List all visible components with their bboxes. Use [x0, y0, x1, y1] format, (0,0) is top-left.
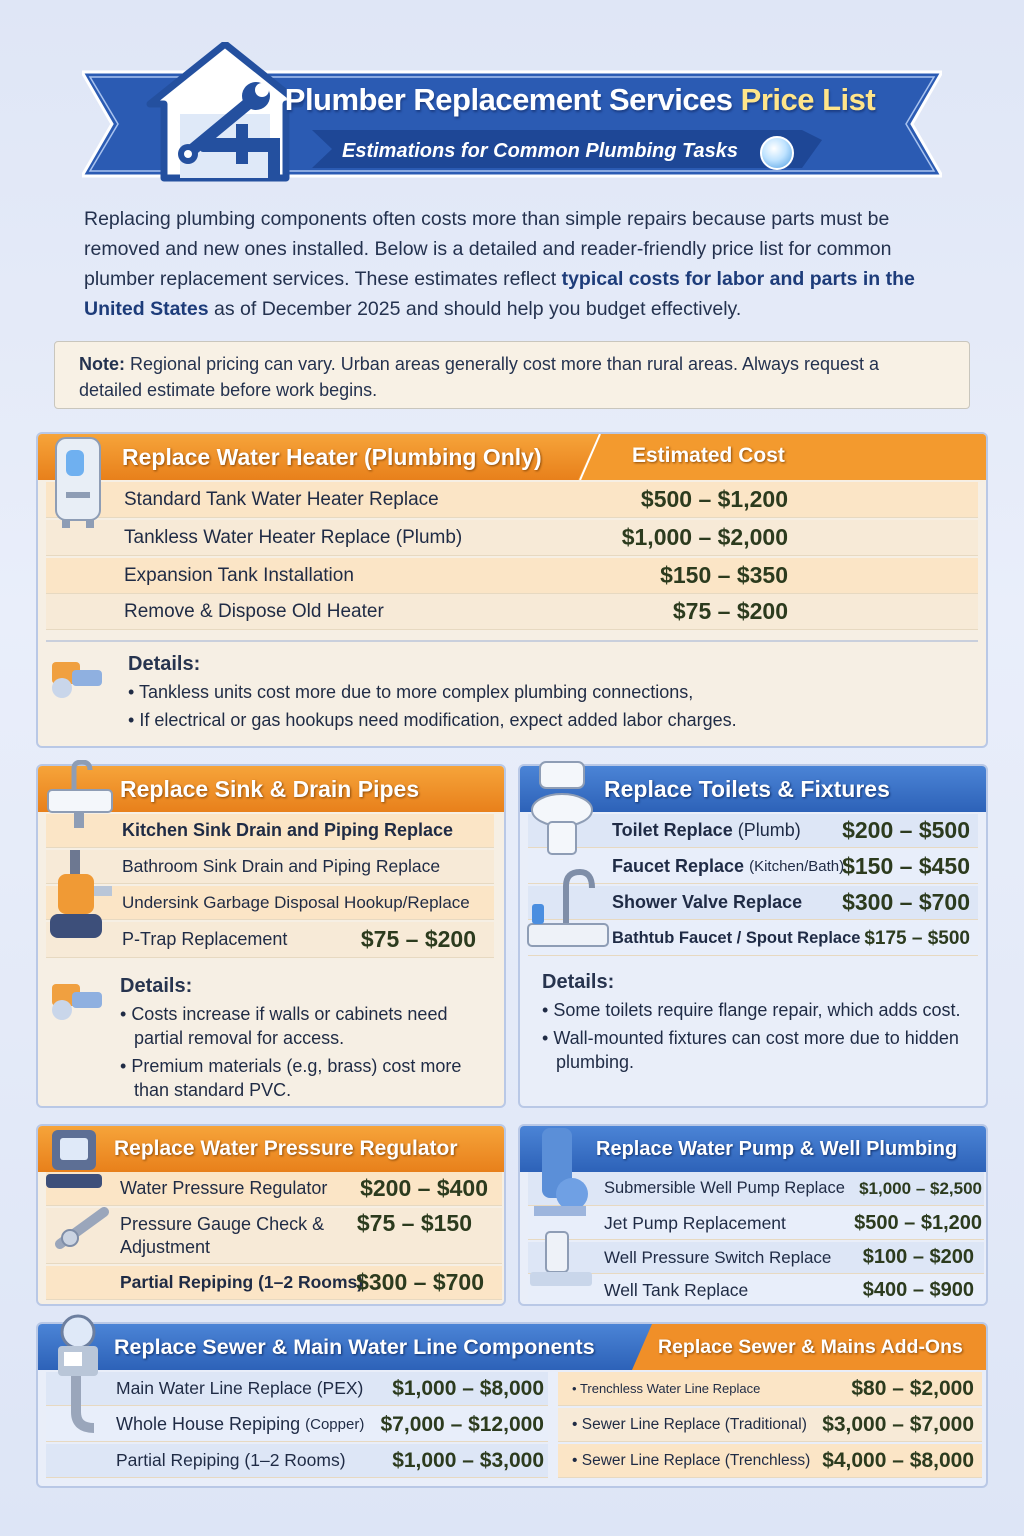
note-box: Note: Regional pricing can vary. Urban areas generally cost more than rural areas. Always request a detailed estimate before work begins. — [54, 341, 970, 409]
sewer-card — [36, 1322, 988, 1488]
table-row: Pressure Gauge Check & Adjustment $75 – $150 — [46, 1208, 502, 1264]
sink-header: Replace Sink & Drain Pipes — [38, 766, 506, 812]
water-heater-details: Details: • Tankless units cost more due to more complex plumbing connections, • If electrical or gas hookups need modification, expect added labor charges. — [128, 653, 737, 730]
table-row: Faucet Replace (Kitchen/Bath) $150 – $450 — [528, 850, 978, 884]
table-row: Remove & Dispose Old Heater $75 – $200 — [46, 594, 978, 630]
water-heater-header: Replace Water Heater (Plumbing Only) — [38, 434, 986, 480]
page-subtitle: Estimations for Common Plumbing Tasks — [342, 140, 738, 162]
table-row: Partial Repiping (1–2 Rooms) $1,000 – $3,000 — [46, 1444, 548, 1478]
table-row: Undersink Garbage Disposal Hookup/Replace — [46, 886, 494, 920]
addons-header: Replace Sewer & Mains Add-Ons — [658, 1336, 963, 1358]
table-row: P-Trap Replacement $75 – $200 — [46, 922, 494, 958]
faucet-icon — [526, 866, 610, 948]
water-heater-icon — [52, 436, 104, 528]
pressure-regulator-header: Replace Water Pressure Regulator — [38, 1126, 506, 1172]
pressure-regulator-icon — [44, 1126, 104, 1198]
sewer-header: Replace Sewer & Main Water Line Components — [38, 1324, 678, 1370]
table-row: Kitchen Sink Drain and Piping Replace — [46, 814, 494, 848]
table-row: Standard Tank Water Heater Replace $500 – $1,200 — [46, 482, 978, 518]
pipe-fittings-icon — [46, 648, 110, 704]
table-row: • Sewer Line Replace (Traditional) $3,000 – $7,000 — [558, 1408, 982, 1442]
well-pump-header: Replace Water Pump & Well Plumbing — [520, 1126, 988, 1172]
toilets-header: Replace Toilets & Fixtures — [520, 766, 988, 812]
sink-icon — [44, 760, 116, 830]
table-row: Expansion Tank Installation $150 – $350 — [46, 558, 978, 594]
water-drop-icon — [760, 136, 794, 170]
table-row: Main Water Line Replace (PEX) $1,000 – $8,000 — [46, 1372, 548, 1406]
table-row: Submersible Well Pump Replace $1,000 – $2,500 — [528, 1172, 984, 1206]
well-pump-icon — [528, 1124, 596, 1292]
table-row: Partial Repiping (1–2 Rooms) $300 – $700 — [46, 1266, 502, 1300]
water-heater-card — [36, 432, 988, 748]
main-water-line-icon — [44, 1312, 110, 1436]
table-row: Shower Valve Replace $300 – $700 — [528, 886, 978, 920]
toilet-icon — [526, 760, 598, 860]
table-row: Toilet Replace (Plumb) $200 – $500 — [528, 814, 978, 848]
pressure-gauge-icon — [54, 1206, 114, 1250]
table-row: Bathtub Faucet / Spout Replace $175 – $500 — [528, 922, 978, 956]
table-row: Well Pressure Switch Replace $100 – $200 — [528, 1242, 984, 1274]
table-row: Bathroom Sink Drain and Piping Replace — [46, 850, 494, 884]
toilets-details: Details: • Some toilets require flange repair, which adds cost. • Wall-mounted fixtures can cost more due to hidden plumbing. — [542, 971, 961, 1072]
garbage-disposal-icon — [44, 850, 114, 946]
table-row: Well Tank Replace $400 – $900 — [528, 1276, 984, 1306]
table-row: Whole House Repiping (Copper) $7,000 – $12,000 — [46, 1408, 548, 1442]
pipe-fittings-icon — [46, 970, 110, 1026]
table-row: • Sewer Line Replace (Trenchless) $4,000 – $8,000 — [558, 1444, 982, 1478]
intro-paragraph: Replacing plumbing components often costs more than simple repairs because parts must be removed and new ones installed. Below is a detailed and reader-friendly price list for common plumber replacement services. These estimates reflect typical costs for labor and parts in the United States as of December 2025 and should help you budget effectively. — [84, 208, 915, 320]
sink-details: Details: • Costs increase if walls or cabinets need partial removal for access. • Premium materials (e.g, brass) cost more than standard PVC. — [120, 975, 462, 1100]
cost-header: Estimated Cost — [632, 444, 785, 467]
table-row: Tankless Water Heater Replace (Plumb) $1,000 – $2,000 — [46, 520, 978, 556]
page-title: Plumber Replacement Services Price List — [284, 82, 876, 117]
table-row: Water Pressure Regulator $200 – $400 — [46, 1172, 502, 1206]
table-row: Jet Pump Replacement $500 – $1,200 — [528, 1208, 984, 1240]
table-row: • Trenchless Water Line Replace $80 – $2,000 — [558, 1372, 982, 1406]
